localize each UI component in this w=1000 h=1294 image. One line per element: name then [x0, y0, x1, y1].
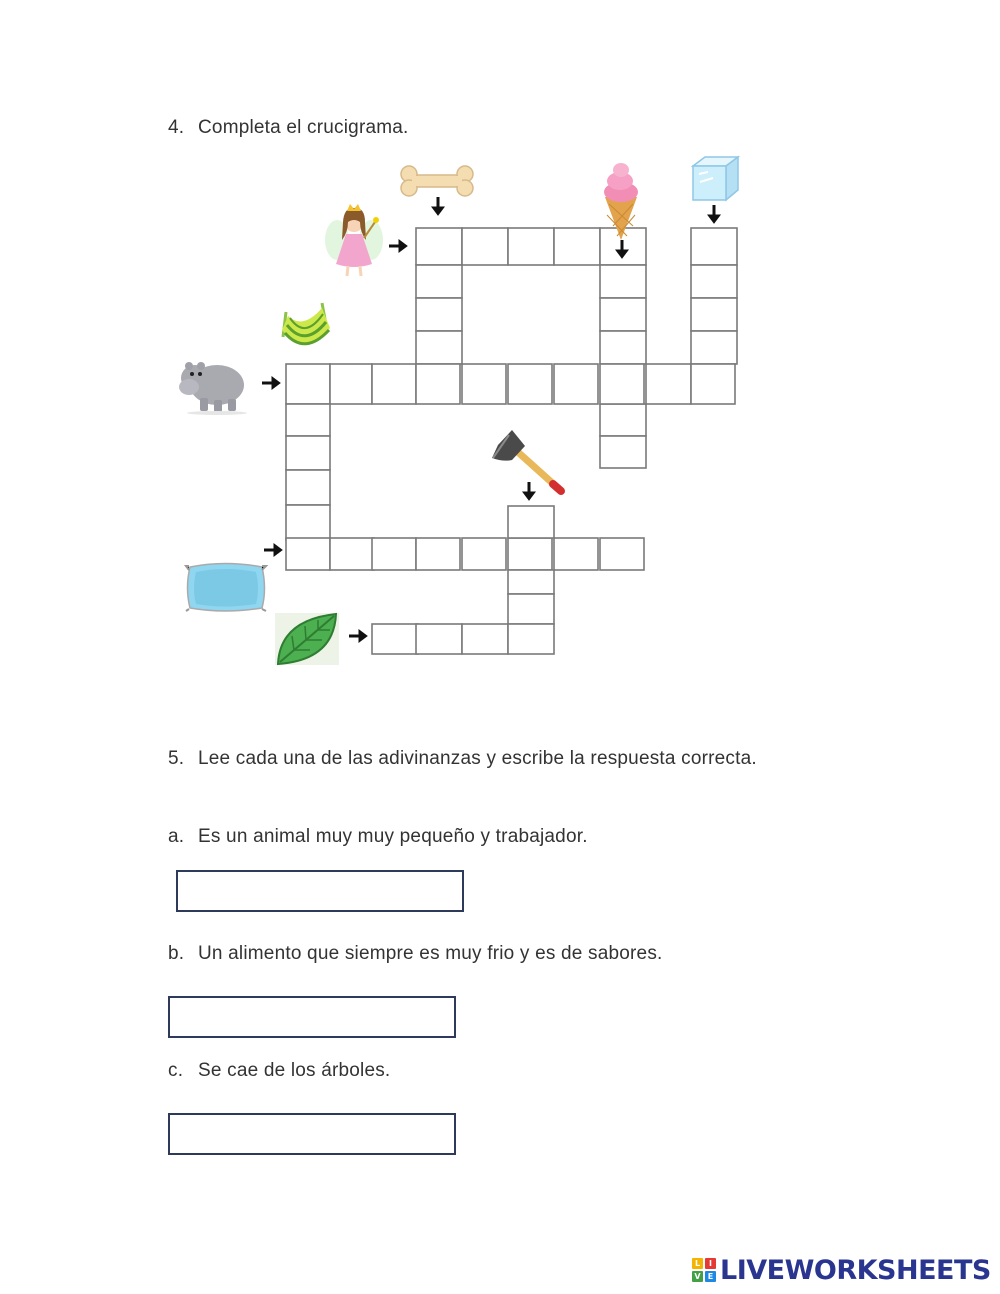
crossword-cell[interactable]	[508, 624, 554, 654]
crossword-cell[interactable]	[691, 228, 737, 265]
logo-tile-i: I	[705, 1258, 716, 1269]
crossword-cell[interactable]	[372, 538, 416, 570]
logo-tile-e: E	[705, 1271, 716, 1282]
riddle-a-letter: a.	[168, 826, 185, 847]
riddle-b-text: Un alimento que siempre es muy frio y es de sabores.	[198, 943, 663, 964]
crossword-cell[interactable]	[508, 364, 552, 404]
riddle-a-text: Es un animal muy muy pequeño y trabajador.	[198, 826, 588, 847]
riddle-c-text: Se cae de los árboles.	[198, 1060, 391, 1081]
axe-icon	[492, 430, 561, 491]
answer-input-b[interactable]	[168, 996, 456, 1038]
crossword-cell[interactable]	[554, 364, 598, 404]
arrow-right-fairy	[389, 240, 407, 252]
crossword-cell[interactable]	[508, 570, 554, 594]
section-4-number: 4.	[168, 117, 185, 138]
crossword-cell[interactable]	[600, 331, 646, 364]
section-4-instruction: Completa el crucigrama.	[198, 117, 409, 138]
crossword-cell[interactable]	[286, 404, 330, 436]
hippo-icon	[179, 362, 247, 415]
crossword-cell[interactable]	[508, 538, 552, 570]
answer-input-a[interactable]	[176, 870, 464, 912]
riddle-a	[168, 826, 588, 848]
crossword-cell[interactable]	[416, 624, 462, 654]
logo-tile-l: L	[692, 1258, 703, 1269]
crossword-cell[interactable]	[462, 364, 506, 404]
crossword-cell[interactable]	[508, 506, 554, 538]
crossword-cell[interactable]	[462, 624, 508, 654]
crossword-cell[interactable]	[416, 538, 460, 570]
crossword-cell[interactable]	[600, 538, 644, 570]
crossword-cell[interactable]	[286, 505, 330, 540]
crossword-cell[interactable]	[416, 265, 462, 298]
crossword-cell[interactable]	[462, 228, 508, 265]
crossword-cell[interactable]	[286, 470, 330, 505]
arrow-down-icecube	[708, 205, 720, 223]
crossword-cell[interactable]	[600, 436, 646, 468]
logo-text: LIVEWORKSHEETS	[720, 1254, 991, 1286]
crossword-cell[interactable]	[416, 298, 462, 331]
crossword-cell[interactable]	[691, 298, 737, 331]
crossword-cell[interactable]	[508, 594, 554, 624]
riddle-b	[168, 943, 663, 965]
crossword-cell[interactable]	[372, 364, 416, 404]
section-5-heading	[168, 748, 757, 770]
ice-cube-icon	[693, 157, 738, 200]
crossword-cell[interactable]	[330, 538, 374, 570]
arrow-right-leaf	[349, 630, 367, 642]
fairy-icon	[325, 204, 383, 276]
crossword-cell[interactable]	[508, 228, 554, 265]
crossword-cell[interactable]	[691, 331, 737, 364]
crossword-cell[interactable]	[554, 228, 600, 265]
section-5-number: 5.	[168, 748, 185, 769]
crossword-cell[interactable]	[330, 364, 372, 404]
pillow-icon	[186, 564, 266, 612]
section-5-instruction: Lee cada una de las adivinanzas y escribe la respuesta correcta.	[198, 748, 757, 769]
leaf-icon	[275, 613, 339, 665]
arrow-right-pillow	[264, 544, 282, 556]
crossword-cell[interactable]	[372, 624, 418, 654]
crossword-cell[interactable]	[600, 265, 646, 298]
answer-input-c[interactable]	[168, 1113, 456, 1155]
hammock-icon	[282, 303, 330, 344]
crossword-cell[interactable]	[462, 538, 506, 570]
crossword-cell[interactable]	[286, 364, 330, 404]
crossword-cell[interactable]	[554, 538, 598, 570]
crossword-cell[interactable]	[691, 364, 735, 404]
crossword-cell[interactable]	[691, 265, 737, 298]
logo-tile-v: V	[692, 1271, 703, 1282]
crossword-cell[interactable]	[600, 298, 646, 331]
liveworksheets-logo	[692, 1253, 991, 1287]
arrow-down-bone	[432, 197, 444, 215]
crossword-cell[interactable]	[416, 331, 462, 364]
crossword-cell[interactable]	[600, 404, 646, 436]
arrow-down-axe	[523, 482, 535, 500]
crossword-cell[interactable]	[286, 436, 330, 470]
crossword-cell[interactable]	[286, 538, 330, 570]
riddle-b-letter: b.	[168, 943, 185, 964]
riddle-c-letter: c.	[168, 1060, 184, 1081]
crossword-cell[interactable]	[416, 228, 462, 265]
crossword-cell[interactable]	[600, 364, 644, 404]
crossword-cell[interactable]	[646, 364, 691, 404]
riddle-c	[168, 1060, 390, 1082]
bone-icon	[401, 166, 473, 196]
crossword-cell[interactable]	[416, 364, 460, 404]
logo-tiles	[692, 1258, 716, 1282]
arrow-right-hippo	[262, 377, 280, 389]
